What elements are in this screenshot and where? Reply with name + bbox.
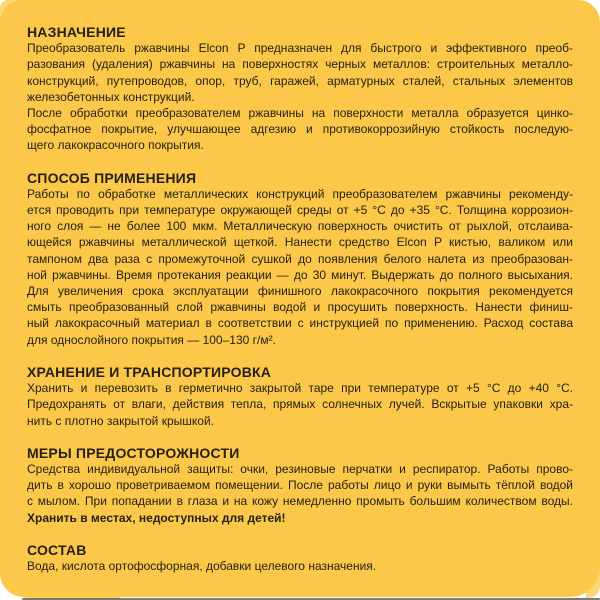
text-line: ной ржавчины. Время протекания реакции — до 30 минут. Выдержать до полного высыхания. <box>27 267 573 282</box>
text-line: Для увеличения срока эксплуатации финишного лакокрасочного покрытия рекомендуется <box>27 284 573 298</box>
text-line: железобетонных конструкций. <box>27 89 195 104</box>
text-line: с мылом. При попадании в глаза и на кожу немедленно промыть большим количеством воды. <box>27 494 573 509</box>
text-line: После обработки преобразователем ржавчины на поверхности металла образуется цинко- <box>27 105 573 120</box>
text-line: Средства индивидуальной защиты: очки, резиновые перчатки и респиратор. Работы прово- <box>27 462 573 477</box>
text-line: Вода, кислота ортофосфорная, добавки целевого назначения. <box>27 559 377 574</box>
text-line: Преобразователь ржавчины Elcon P предназначен для быстрого и эффективного преоб- <box>27 41 573 56</box>
text-line: ющейся ржавчины металлической щеткой. Нанести средство Elcon P кистью, валиком или <box>27 235 573 250</box>
section-heading: НАЗНАЧЕНИЕ <box>27 24 126 40</box>
text-line: Хранить и перевозить в герметично закрытой таре при температуре от +5 °С до +40 °С. <box>27 381 573 396</box>
text-line: тампоном два раза с промежуточной сушкой до появления белого налета из преобразован- <box>27 251 573 266</box>
section <box>27 542 573 574</box>
text-line: щего лакокрасочного покрытия. <box>27 138 204 153</box>
text-line: фосфатное покрытие, улучшающее адгезию и противокоррозийную стойкость последую- <box>27 122 573 137</box>
text-line: нить с плотно закрытой крышкой. <box>27 413 214 428</box>
text-line: Работы по обработке металлических конструкций преобразователем ржавчины рекоменду- <box>27 186 573 201</box>
section-heading: МЕРЫ ПРЕДОСТОРОЖНОСТИ <box>27 444 240 461</box>
section <box>27 170 573 348</box>
text-line: дить в хорошо проветриваемом помещении. После работы лицо и руки вымыть тёплой водой <box>27 478 573 493</box>
section-heading: СОСТАВ <box>27 542 87 558</box>
label-content <box>27 24 573 574</box>
text-line: для однослойного покрытия — 100–130 г/м². <box>27 332 276 347</box>
section-heading: ХРАНЕНИЕ И ТРАНСПОРТИРОВКА <box>27 363 272 380</box>
section-heading: СПОСОБ ПРИМЕНЕНИЯ <box>27 169 197 186</box>
text-line: Хранить в местах, недоступных для детей! <box>27 510 286 525</box>
text-line: ется проводить при температуре окружающей среды от +5 °С до +35 °С. Толщина коррозион- <box>27 203 573 218</box>
section <box>27 24 573 154</box>
section <box>27 364 573 429</box>
text-line: конструкций, путепроводов, опор, труб, гаражей, арматурных сталей, стальных элементов <box>27 73 573 88</box>
text-line: разования (удаления) ржавчины на поверхностях черных металлов: строительных металло- <box>27 57 573 72</box>
section <box>27 445 573 526</box>
text-line: Предохранять от влаги, действия тепла, прямых солнечных лучей. Вскрытые упаковки хра- <box>27 397 573 412</box>
text-line: ный лакокрасочный материал в соответствии с инструкцией по применению. Расход состава <box>27 316 573 331</box>
text-line: ного слоя — не более 100 мкм. Металлическую поверхность очистить от рыхлой, отслаива- <box>27 219 573 234</box>
text-line: смыть преобразованный слой ржавчины водой и просушить поверхность. Нанести финиш- <box>27 300 573 315</box>
